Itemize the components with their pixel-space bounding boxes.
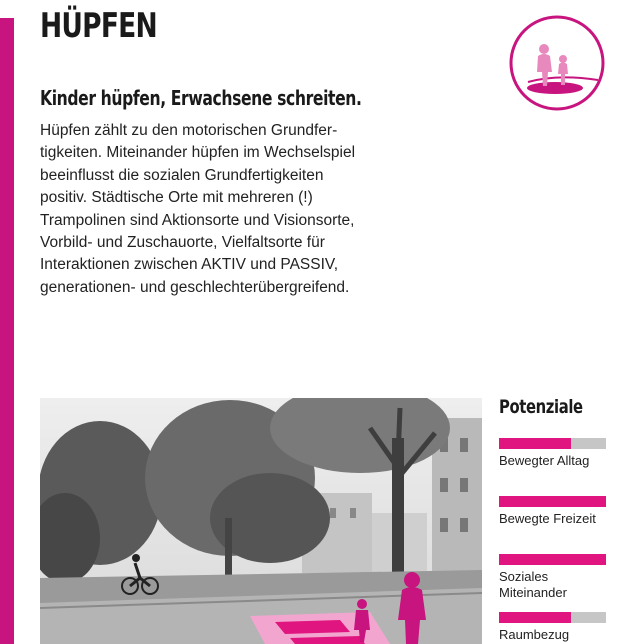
page-subtitle: Kinder hüpfen, Erwachsene schreiten. [40,86,362,110]
potenzial-item [499,612,606,643]
potenzial-bar-fill [499,496,606,507]
body-line: Trampolinen sind Aktionsorte und Visionsorte, [40,211,355,229]
body-line: tigkeiten. Miteinander hüpfen im Wechselspiel [40,144,356,162]
potenzial-item [499,554,606,601]
potenzial-bar-fill [499,612,571,623]
potenzial-bar-fill [499,438,571,449]
potenzial-label: Raumbezug [499,627,570,642]
potenzial-label-line: Soziales [499,569,549,584]
potenzial-label [499,569,606,601]
potenzial-bar-fill [499,554,606,565]
potenzial-bar [499,554,606,565]
potenzial-bar [499,496,606,507]
potenziale-heading: Potenziale [499,396,583,418]
accent-edge-bar [0,18,14,644]
body-line: beeinflusst die sozialen Grundfertigkeiten [40,166,324,184]
body-line: positiv. Städtische Orte mit mehreren (!) [40,189,313,207]
potenzial-label-line: Miteinander [499,585,567,600]
potenzial-bar [499,438,606,449]
potenzial-bar [499,612,606,623]
potenzial-label: Bewegter Alltag [499,453,590,468]
page-title: HÜPFEN [40,6,157,46]
body-line: generationen- und geschlechterübergreifend. [40,278,350,296]
potenzial-item [499,496,606,527]
body-line: Interaktionen zwischen AKTIV und PASSIV, [40,256,339,274]
potenziale-panel [499,396,609,642]
potenzial-item [499,438,606,469]
body-text [40,120,380,299]
body-line: Vorbild- und Zuschauorte, Vielfaltsorte für [40,234,325,252]
body-line: Hüpfen zählt zu den motorischen Grundfer- [40,122,338,139]
street-photo [40,398,482,644]
potenzial-label: Bewegte Freizeit [499,511,596,526]
child-and-adult-figures-icon [508,14,606,112]
